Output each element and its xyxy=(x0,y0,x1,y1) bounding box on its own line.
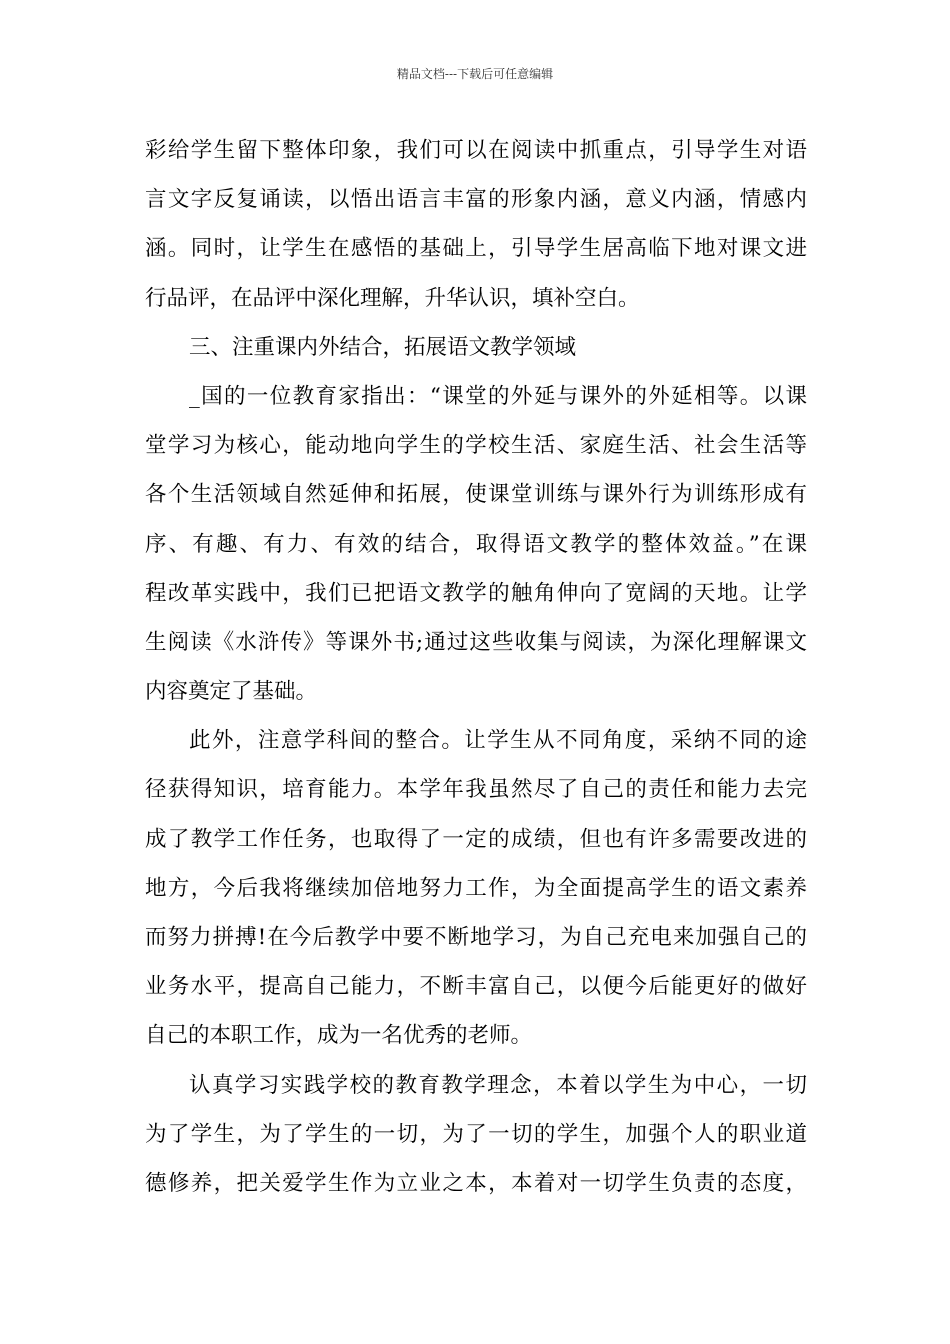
text-line: 认真学习实践学校的教育教学理念，本着以学生为中心，一切 xyxy=(189,1072,807,1098)
text-line: 而努力拼搏!在今后教学中要不断地学习，为自己充电来加强自己的 xyxy=(145,925,807,950)
page-header: 精品文档---下载后可任意编辑 xyxy=(396,67,554,81)
text-line: 此外，注意学科间的整合。让学生从不同角度，采纳不同的途 xyxy=(189,728,807,754)
text-line: 为了学生，为了学生的一切，为了一切的学生，加强个人的职业道 xyxy=(145,1121,807,1147)
text-line: 自己的本职工作，成为一名优秀的老师。 xyxy=(145,1023,533,1049)
text-line: 成了教学工作任务，也取得了一定的成绩，但也有许多需要改进的 xyxy=(145,826,807,852)
text-line: 程改革实践中，我们已把语文教学的触角伸向了宽阔的天地。让学 xyxy=(145,580,807,606)
text-line: 德修养，把关爱学生作为立业之本，本着对一切学生负责的态度， xyxy=(145,1170,807,1196)
text-line: 生阅读《水浒传》等课外书;通过这些收集与阅读，为深化理解课文 xyxy=(145,629,807,655)
section-heading: 三、注重课内外结合，拓展语文教学领域 xyxy=(189,334,577,360)
text-line: 径获得知识，培育能力。本学年我虽然尽了自己的责任和能力去完 xyxy=(145,777,807,803)
text-line: 行品评，在品评中深化理解，升华认识，填补空白。 xyxy=(145,285,640,311)
text-line: 内容奠定了基础。 xyxy=(145,679,318,705)
text-line: _国的一位教育家指出：“课堂的外延与课外的外延相等。以课 xyxy=(189,383,807,409)
text-line: 堂学习为核心，能动地向学生的学校生活、家庭生活、社会生活等 xyxy=(145,433,807,459)
text-line: 地方，今后我将继续加倍地努力工作，为全面提高学生的语文素养 xyxy=(145,875,807,901)
text-line: 业务水平，提高自己能力，不断丰富自己，以便今后能更好的做好 xyxy=(145,974,807,1000)
text-line: 各个生活领域自然延伸和拓展，使课堂训练与课外行为训练形成有 xyxy=(145,482,807,508)
document-body xyxy=(145,126,807,1208)
text-line: 言文字反复诵读，以悟出语言丰富的形象内涵，意义内涵，情感内 xyxy=(145,187,807,213)
text-line: 彩给学生留下整体印象，我们可以在阅读中抓重点，引导学生对语 xyxy=(145,138,807,163)
text-line: 涵。同时，让学生在感悟的基础上，引导学生居高临下地对课文进 xyxy=(145,236,807,262)
text-line: 序、有趣、有力、有效的结合，取得语文教学的整体效益。”在课 xyxy=(145,531,807,557)
